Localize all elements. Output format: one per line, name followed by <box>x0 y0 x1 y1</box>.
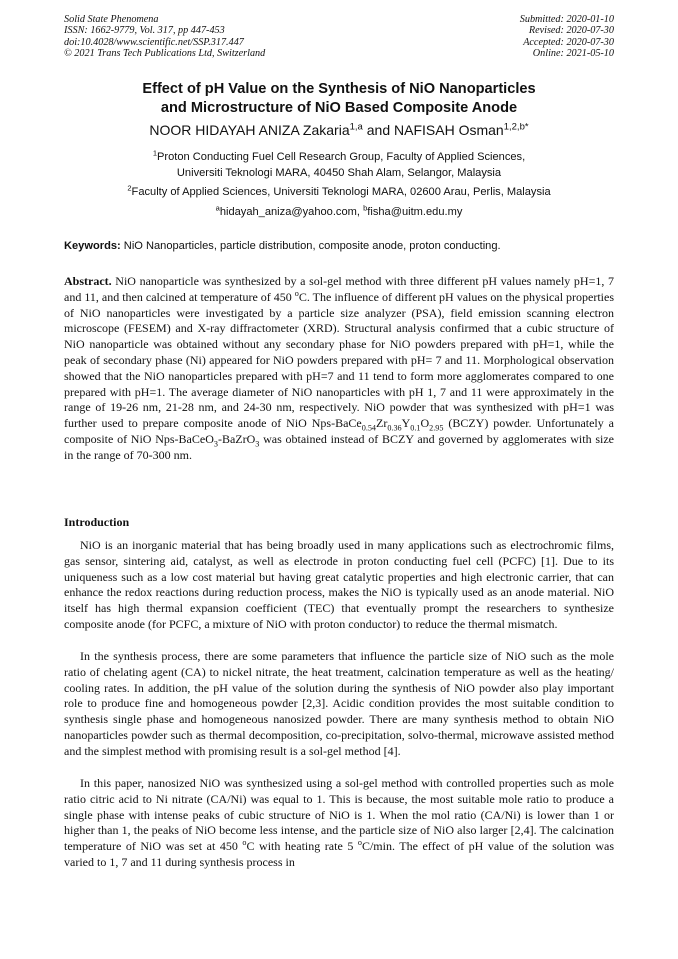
keywords <box>64 240 614 252</box>
author-joiner: and <box>362 122 394 138</box>
abstract-text: C. The influence of different pH values on the physical properties of NiO nanoparticles were investigated by a particle size analyzer (PSA), field emission scanning electron microscope (FESEM) and X-ray diffractometer (XRD). Structural analysis confirmed that a cubic structure of NiO nanoparticle was obtained without any secondary phase for NiO powders prepared with pH=1, while the peak of secondary phase (Ni) appeared for NiO powders prepared with pH= 7 and 11. Morphological observation showed that the NiO nanoparticles prepared with pH=7 and 11 tend to form more agglomerates compared to one prepared with pH=1. The average diameter of NiO nanoparticles with pH 1, 7 and 11 were approximately in the range of 19-26 nm, 21-28 nm, and 24-30 nm, respectively. NiO powder that was synthesized with pH=1 was further used to prepare composite anode of NiO Nps-BaCe <box>64 289 615 431</box>
author-2: NAFISAH Osman <box>394 122 504 138</box>
intro-paragraph-1: NiO is an inorganic material that has being broadly used in many applications such as electrochromic films, gas sensor, sintering aid, catalyst, as well as electrode in proton conducting fuel cell (PCFC) [1]. Due to its uniqueness such as a low cost material but having great catalytic properties and high electronic carrier, that can enhance the redox reactions during reduction process, makes the NiO is typically used as an anode material. NiO itself has high thermal expansion coefficient (TEC) that eventually prompt the researchers to synthesize composite anode (for PCFC, a mixture of NiO with proton conductor) to reduce the thermal mismatch. <box>64 538 614 631</box>
formula-subscript: 0.54 <box>361 423 377 433</box>
online-date: Online: 2021-05-10 <box>532 47 614 59</box>
abstract <box>64 274 614 464</box>
author-1-marker: 1,a <box>349 121 363 133</box>
email-line <box>40 203 638 218</box>
revised-date: Revised: 2020-07-30 <box>528 25 614 37</box>
degree-sign: o <box>357 838 362 848</box>
title-line-1: Effect of pH Value on the Synthesis of NiO Nanoparticles <box>142 81 536 97</box>
formula-element: Y <box>401 416 411 431</box>
doi-line: doi:10.4028/www.scientific.net/SSP.317.447 <box>64 36 244 48</box>
author-list <box>40 122 638 138</box>
formula-element: O <box>420 416 430 431</box>
abstract-text: was obtained instead of BCZY and governed by agglomerates with size in the range of 70-300 nm. <box>64 431 614 462</box>
email-a[interactable]: hidayah_aniza@yahoo.com, <box>219 206 364 218</box>
formula-subscript: 3 <box>213 439 218 449</box>
abstract-label: Abstract. <box>64 274 112 288</box>
abstract-text: NiO nanoparticle was synthesized by a sol-gel method with three different pH values namely pH=1, 7 and 11, and then calcined at temperature of 450 <box>64 274 614 304</box>
submitted-date: Submitted: 2020-01-10 <box>519 14 614 25</box>
email-b-marker: b <box>363 203 368 213</box>
issn-line: ISSN: 1662-9779, Vol. 317, pp 447-453 <box>64 25 225 37</box>
affiliation-1-line-2: Universiti Teknologi MARA, 40450 Shah Alam, Selangor, Malaysia <box>176 166 502 179</box>
email-b[interactable]: fisha@uitm.edu.my <box>367 206 463 218</box>
journal-info <box>64 14 265 59</box>
introduction-heading: Introduction <box>64 515 130 529</box>
affiliation-2-marker: 2 <box>127 183 132 193</box>
author-1: NOOR HIDAYAH ANIZA Zakaria <box>149 122 350 138</box>
abstract-text: (BCZY) powder. Unfortunately a composite of NiO Nps-BaCeO <box>64 416 614 446</box>
copyright-line: © 2021 Trans Tech Publications Ltd, Switzerland <box>64 47 266 59</box>
formula-subscript: 2.95 <box>429 423 444 433</box>
paragraph-text: In this paper, nanosized NiO was synthesized using a sol-gel method with controlled properties such as mole ratio citric acid to Ni nitrate (CA/Ni) was equal to 1. This is because, the most suitable mole ratio to produce a single phase with intense peaks of cubic structure of NiO is 1. When the mol ratio (CA/Ni) is lower than 1 or higher than 1, the peaks of NiO become less intense, and the particle size of NiO also larger [2,4]. The calcination temperature of NiO was set at 450 <box>64 776 614 854</box>
affiliation-2-text: Faculty of Applied Sciences, Universiti Teknologi MARA, 02600 Arau, Perlis, Malaysia <box>131 186 551 198</box>
paper-title <box>40 80 638 117</box>
email-a-marker: a <box>215 203 220 213</box>
title-line-2: and Microstructure of NiO Based Composite Anode <box>160 99 518 116</box>
degree-sign: o <box>294 288 299 298</box>
formula-element: Zr <box>376 416 388 431</box>
affiliation-1-line-1: Proton Conducting Fuel Cell Research Group, Faculty of Applied Sciences, <box>157 151 526 163</box>
paragraph-text: C/min. The effect of pH value of the solution was varied to 1, 7 and 11 during synthesis process in <box>64 839 614 869</box>
affiliation-1-marker: 1 <box>152 148 158 158</box>
affiliation-1 <box>40 150 638 181</box>
affiliation-2 <box>40 185 638 201</box>
abstract-text: -BaZrO <box>217 431 256 446</box>
keywords-text: NiO Nanoparticles, particle distribution, composite anode, proton conducting. <box>120 240 501 252</box>
keywords-label: Keywords: <box>64 240 121 252</box>
journal-name: Solid State Phenomena <box>64 14 159 25</box>
author-2-marker: 1,2,b* <box>503 121 529 133</box>
intro-paragraph-3 <box>64 776 614 871</box>
intro-paragraph-2: In the synthesis process, there are some parameters that influence the particle size of NiO such as the mole ratio of chelating agent (CA) to nickel nitrate, the heat treatment, calcination temperature as well as the heating/ cooling rates. In addition, the pH value of the solution during the synthesis of NiO powder also play important role to produce fine and homogeneous powder [2,3]. Acidic condition provides the most suitable condition to synthesis single phase and homogeneous nanosized powder. There are many synthesis method to obtain NiO nanoparticles powder such as thermal decomposition, co-precipitation, solvo-thermal, microwave assisted method and the simplest method with promising result is a sol-gel method [4]. <box>64 649 614 758</box>
degree-sign: o <box>242 838 247 848</box>
paragraph-text: C with heating rate 5 <box>246 839 358 854</box>
publication-dates <box>520 14 614 59</box>
formula-subscript: 3 <box>255 439 260 449</box>
formula-subscript: 0.36 <box>387 423 402 433</box>
accepted-date: Accepted: 2020-07-30 <box>523 36 614 48</box>
formula-subscript: 0.1 <box>410 423 421 433</box>
